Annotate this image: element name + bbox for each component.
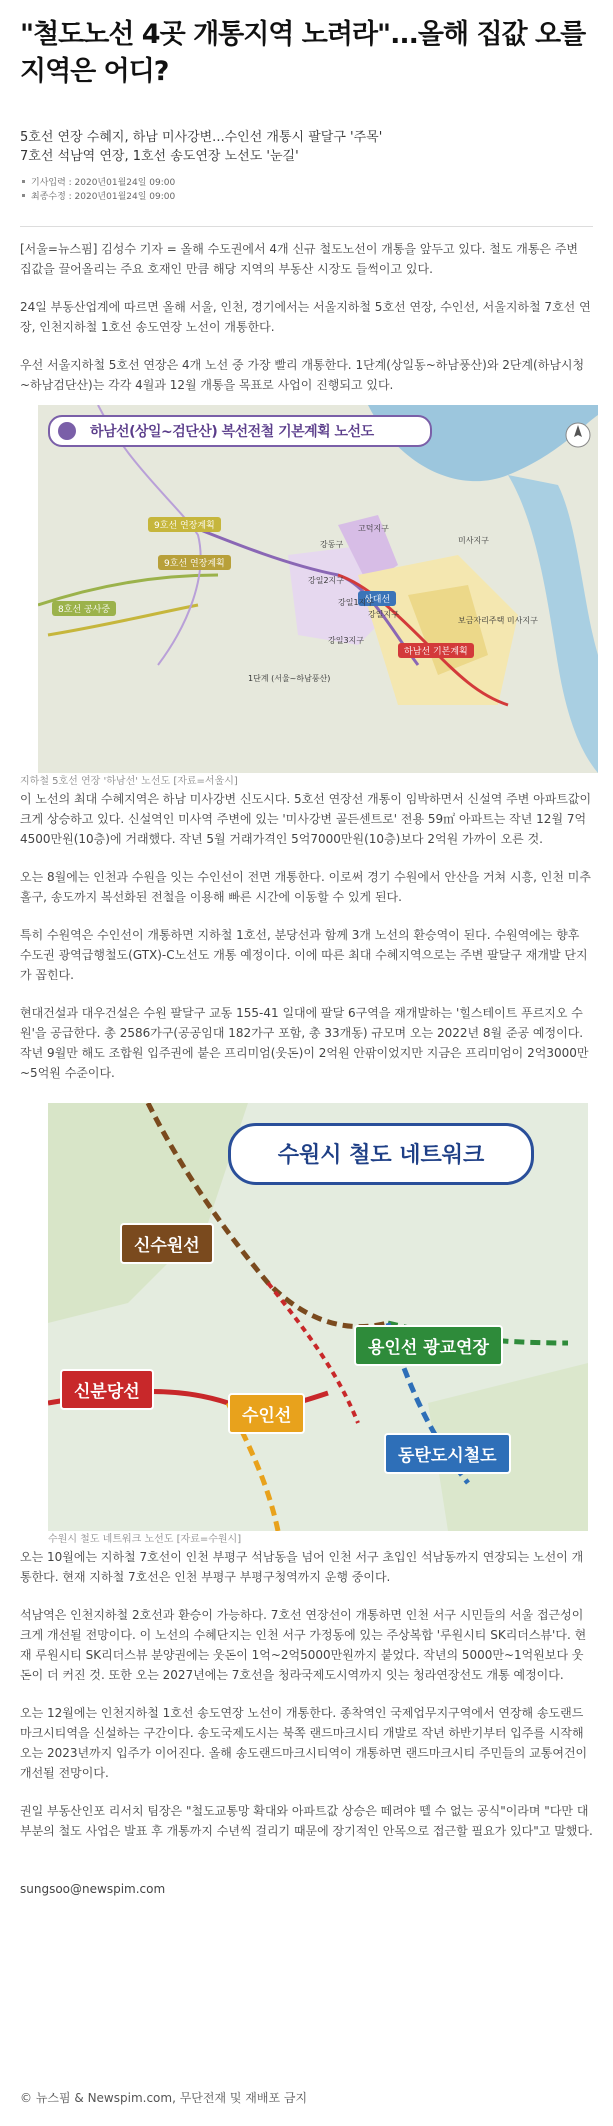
subtitle-line: 5호선 연장 수혜지, 하남 미사강변...수인선 개통시 팔달구 '주목': [20, 128, 593, 147]
map-banner: 수원시 철도 네트워크: [228, 1123, 534, 1185]
line-badge: 용인선 광교연장: [354, 1325, 503, 1366]
line-badge: 수인선: [228, 1393, 305, 1434]
paragraph: 현대건설과 대우건설은 수원 팔달구 교동 155-41 일대에 팔달 6구역을 재개발하는 '힐스테이트 푸르지오 수원'을 공급한다. 총 2586가구(공공임대 182가구 포함, 총 33개동) 규모며 오는 2022년 8월 준공 예정이다. 작년 9월만 해도 조합원 입주권에 붙은 프리미엄(웃돈)이 2억원 안팎이었지만 지금은 프리미엄이 2억3000만~5억원 수준이다.: [20, 1003, 593, 1083]
divider: [20, 226, 593, 227]
article-subtitle: [20, 128, 593, 166]
article-title: "철도노선 4곳 개통지역 노려라"...올해 집값 오를 지역은 어디?: [20, 16, 593, 90]
map-label: 보금자리주택 미사지구: [458, 615, 538, 626]
map-label: 고덕지구: [358, 523, 389, 534]
map-tag: 상대선: [358, 591, 396, 606]
paragraph: 오는 12월에는 인천지하철 1호선 송도연장 노선이 개통한다. 종착역인 국제업무지구역에서 연장해 송도랜드마크시티역을 신설하는 구간이다. 송도국제도시는 북쪽 랜드마크시티 개발로 작년 하반기부터 입주를 시작해 오는 2023년까지 입주가 이어진다. 올해 송도랜드마크시티역이 개통하면 랜드마크시티 주민들의 교통여건이 개선될 전망이다.: [20, 1703, 593, 1783]
map-tag: 하남선 기본계획: [398, 643, 474, 658]
figure-caption: 수원시 철도 네트워크 노선도 [자료=수원시]: [48, 1533, 593, 1547]
paragraph: 우선 서울지하철 5호선 연장은 4개 노선 중 가장 빨리 개통한다. 1단계(상일동~하남풍산)와 2단계(하남시청~하남검단산)는 각각 4월과 12월 개통을 목표로 사업이 진행되고 있다.: [20, 355, 593, 395]
suwon-rail-map: [48, 1103, 588, 1531]
bullet-icon: [22, 194, 25, 197]
copyright: © 뉴스핌 & Newspim.com, 무단전재 및 재배포 금지: [20, 2089, 307, 2106]
map-banner: 하남선(상일~검단산) 복선전철 기본계획 노선도: [48, 415, 432, 447]
figure-map-hanam: [20, 405, 593, 789]
map-tag: 8호선 공사중: [52, 601, 116, 616]
input-date: 기사입력 : 2020년01월24일 09:00: [31, 178, 175, 188]
map-label: 강일3지구: [328, 635, 364, 646]
subway-icon: [58, 422, 76, 440]
author-email[interactable]: sungsoo@newspim.com: [20, 1879, 593, 1899]
map-label: 강일지구: [368, 609, 399, 620]
paragraph: [서울=뉴스핌] 김성수 기자 = 올해 수도권에서 4개 신규 철도노선이 개통을 앞두고 있다. 철도 개통은 주변 집값을 끌어올리는 주요 호재인 만큼 해당 지역의 부동산 시장도 들썩이고 있다.: [20, 239, 593, 279]
article-meta: [20, 176, 593, 204]
paragraph: 권일 부동산인포 리서치 팀장은 "철도교통망 확대와 아파트값 상승은 떼려야 뗄 수 없는 공식"이라며 "다만 대부분의 철도 사업은 발표 후 개통까지 수년씩 걸리기 때문에 장기적인 안목으로 접근할 필요가 있다"고 말했다.: [20, 1801, 593, 1841]
line-badge: 동탄도시철도: [384, 1433, 511, 1474]
map-label: 강일2지구: [308, 575, 344, 586]
map-background: [38, 405, 598, 773]
paragraph: 오는 8월에는 인천과 수원을 잇는 수인선이 전면 개통한다. 이로써 경기 수원에서 안산을 거쳐 시흥, 인천 미추홀구, 송도까지 복선화된 전철을 이용해 빠른 시간에 이동할 수 있게 된다.: [20, 867, 593, 907]
paragraph: 석남역은 인천지하철 2호선과 환승이 가능하다. 7호선 연장선이 개통하면 인천 서구 시민들의 서울 접근성이 크게 개선될 전망이다. 이 노선의 수혜단지는 인천 서구 가정동에 있는 주상복합 '루원시티 SK리더스뷰'다. 현재 루원시티 SK리더스뷰 분양권에는 웃돈이 1억~2억5000만원까지 붙었다. 작년의 5000만~1억원보다 웃돈이 더 커진 것. 또한 오는 2027년에는 7호선을 청라국제도시역까지 잇는 청라연장선도 개통 예정이다.: [20, 1605, 593, 1685]
bullet-icon: [22, 180, 25, 183]
line-badge: 신수원선: [120, 1223, 214, 1264]
paragraph: 이 노선의 최대 수혜지역은 하남 미사강변 신도시다. 5호선 연장선 개통이 임박하면서 신설역 주변 아파트값이 크게 상승하고 있다. 신설역인 미사역 주변에 있는 '미사강변 골든센트로' 전용 59㎡ 아파트는 작년 12월 7억 4500만원(10층)에 거래했다. 작년 5월 거래가격인 5억7000만원(10층)보다 2억원 가까이 오른 것.: [20, 789, 593, 849]
map-tag: 9호선 연장계획: [148, 517, 221, 532]
map-label: 강일1지구: [338, 597, 374, 608]
hanam-line-map: [38, 405, 598, 773]
subtitle-line: 7호선 석남역 연장, 1호선 송도연장 노선도 '눈길': [20, 147, 593, 166]
map-label: 1단계 (서울~하남풍산): [248, 673, 330, 684]
paragraph: 오는 10월에는 지하철 7호선이 인천 부평구 석남동을 넘어 인천 서구 초입인 석남동까지 연장되는 노선이 개통한다. 현재 지하철 7호선은 인천 부평구 부평구청역까지 운행 중이다.: [20, 1547, 593, 1587]
map-label: 강동구: [320, 539, 343, 550]
map-tag: 9호선 연장계획: [158, 555, 231, 570]
figure-caption: 지하철 5호선 연장 '하남선' 노선도 [자료=서울시]: [20, 775, 593, 789]
line-badge: 신분당선: [60, 1369, 154, 1410]
paragraph: 특히 수원역은 수인선이 개통하면 지하철 1호선, 분당선과 함께 3개 노선의 환승역이 된다. 수원역에는 향후 수도권 광역급행철도(GTX)-C노선도 개통 예정이다. 이에 따른 최대 수혜지역으로는 주변 팔달구 재개발 단지가 꼽힌다.: [20, 925, 593, 985]
figure-map-suwon: [20, 1103, 593, 1547]
map-label: 미사지구: [458, 535, 489, 546]
modified-date: 최종수정 : 2020년01월24일 09:00: [31, 192, 175, 202]
paragraph: 24일 부동산업계에 따르면 올해 서울, 인천, 경기에서는 서울지하철 5호선 연장, 수인선, 서울지하철 7호선 연장, 인천지하철 1호선 송도연장 노선이 개통한다.: [20, 297, 593, 337]
